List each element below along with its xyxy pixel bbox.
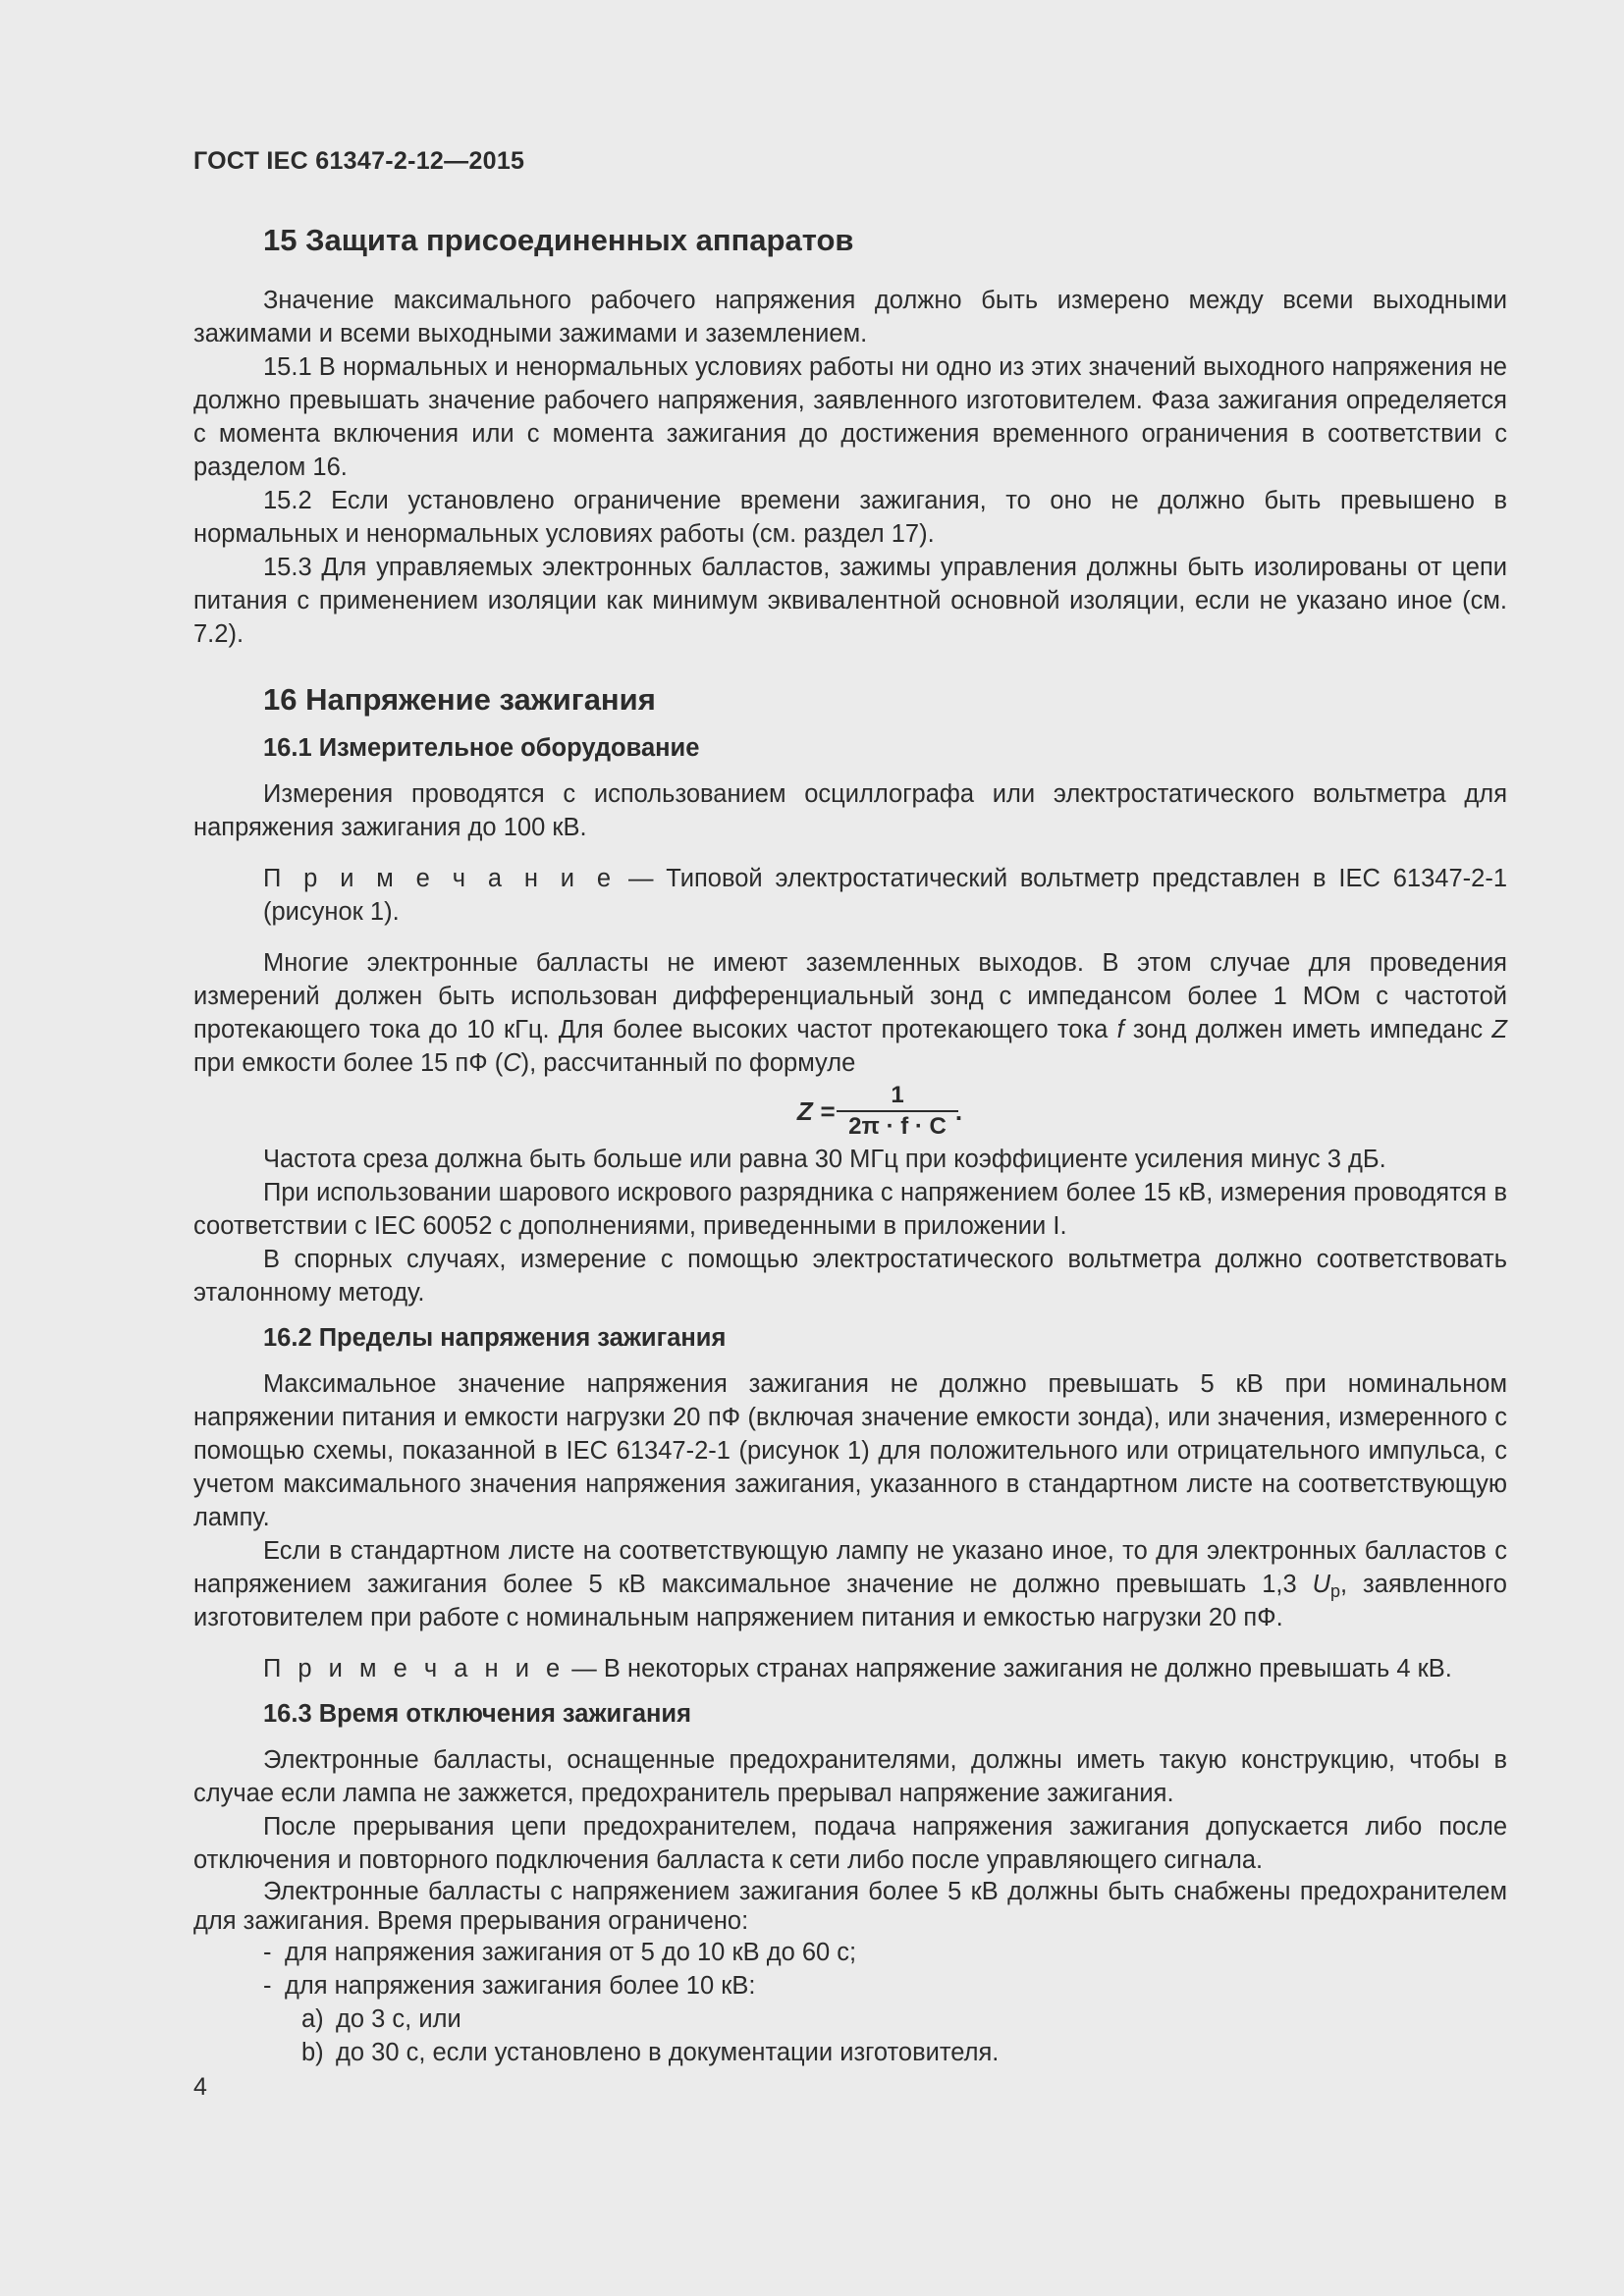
- clause-16-1-paragraph-2: Многие электронные балласты не имеют заземленных выходов. В этом случае для проведения измерений должен быть использован дифференциальный зонд с импедансом более 1 МОм с частотой протекающего тока до 10 кГц. Для более высоких частот протекающего тока f зонд должен иметь импеданс Z при емкости более 15 пФ (C), рассчитанный по формуле: [193, 949, 1507, 1077]
- list-item: - для напряжения зажигания более 10 кВ:: [263, 1972, 756, 2000]
- clause-16-3-paragraph-2: После прерывания цепи предохранителем, подача напряжения зажигания допускается либо после отключения и повторного подключения балласта к сети либо после управляющего сигнала.: [193, 1813, 1507, 1874]
- list-item: - для напряжения зажигания от 5 до 10 кВ до 60 с;: [263, 1939, 857, 1966]
- section-16-title: 16 Напряжение зажигания: [263, 682, 656, 717]
- list-item: b) до 30 с, если установлено в документации изготовителя.: [301, 2039, 1000, 2066]
- clause-15-1: 15.1 В нормальных и ненормальных условиях работы ни одно из этих значений выходного напряжения не должно превышать значение рабочего напряжения, заявленного изготовителем. Фаза зажигания определяется с момента включения или с момента зажигания до достижения временного ограничения в соответствии с разделом 16.: [193, 353, 1507, 481]
- clause-15-2: 15.2 Если установлено ограничение времени зажигания, то оно не должно быть превышено в нормальных и ненормальных условиях работы (см. раздел 17).: [193, 487, 1507, 548]
- page-number: 4: [193, 2073, 207, 2101]
- clause-16-1-paragraph-5: В спорных случаях, измерение с помощью электростатического вольтметра должно соответствовать эталонному методу.: [193, 1246, 1507, 1307]
- document-body: [193, 221, 1507, 2069]
- clause-16-3-title: 16.3 Время отключения зажигания: [263, 1700, 691, 1728]
- list-item: a) до 3 с, или: [301, 2005, 461, 2033]
- clause-16-2-paragraph-2: Если в стандартном листе на соответствующую лампу не указано иное, то для электронных балластов с напряжением зажигания более 5 кВ максимальное значение не должно превышать 1,3 $U_p$, заявленного изготовителем при работе с номинальным напряжением питания и емкостью нагрузки 20 пФ.: [193, 1537, 1507, 1631]
- clause-16-3-paragraph-3: Электронные балласты с напряжением зажигания более 5 кВ должны быть снабжены предохранителем для зажигания. Время прерывания ограничено:: [193, 1878, 1507, 1935]
- clause-16-2-paragraph-1: Максимальное значение напряжения зажигания не должно превышать 5 кВ при номинальном напряжении питания и емкости нагрузки 20 пФ (включая значение емкости зонда), или значения, измеренного с помощью схемы, показанной в IEC 61347-2-1 (рисунок 1) для положительного или отрицательного импульса, с учетом максимального значения напряжения зажигания, указанного в стандартном листе на соответствующую лампу.: [193, 1370, 1507, 1531]
- clause-16-1-paragraph-1: Измерения проводятся с использованием осциллографа или электростатического вольтметра для напряжения зажигания до 100 кВ.: [193, 780, 1507, 841]
- document-header: ГОСТ IEC 61347-2-12—2015: [193, 147, 525, 175]
- note-text: — В некоторых странах напряжение зажигания не должно превышать 4 кВ.: [565, 1655, 1452, 1682]
- section-15-intro: Значение максимального рабочего напряжения должно быть измерено между всеми выходными зажимами и всеми выходными зажимами и заземлением.: [193, 287, 1507, 347]
- formula-fraction: [842, 1082, 952, 1141]
- impedance-formula: [193, 1080, 1507, 1143]
- formula-numerator: 1: [837, 1082, 958, 1112]
- note-label: П р и м е ч а н и е: [263, 865, 617, 892]
- clause-16-1-paragraph-4: При использовании шарового искрового разрядника с напряжением более 15 кВ, измерения проводятся в соответствии с IEC 60052 с дополнениями, приведенными в приложении I.: [193, 1179, 1507, 1240]
- clause-15-3: 15.3 Для управляемых электронных балластов, зажимы управления должны быть изолированы от цепи питания с применением изоляции как минимум эквивалентной основной изоляции, если не указано иное (см. 7.2).: [193, 554, 1507, 648]
- clause-16-2-title: 16.2 Пределы напряжения зажигания: [263, 1324, 727, 1352]
- formula-lhs: Z =: [796, 1095, 836, 1126]
- clause-16-1-note: [193, 862, 1507, 929]
- section-15-title: 15 Защита присоединенных аппаратов: [263, 223, 854, 257]
- clause-16-3-paragraph-1: Электронные балласты, оснащенные предохранителями, должны иметь такую конструкцию, чтобы в случае если лампа не зажжется, предохранитель прерывал напряжение зажигания.: [193, 1746, 1507, 1807]
- formula-period: .: [954, 1095, 963, 1126]
- clause-16-1-title: 16.1 Измерительное оборудование: [263, 734, 700, 762]
- clause-16-2-note: [193, 1652, 1507, 1685]
- note-label: П р и м е ч а н и е: [263, 1655, 566, 1682]
- formula-denominator: 2π · f · C: [848, 1113, 947, 1140]
- clause-16-1-paragraph-3: Частота среза должна быть больше или равна 30 МГц при коэффициенте усиления минус 3 дБ.: [263, 1146, 1386, 1173]
- note-text: — Типовой электростатический вольтметр представлен в IEC 61347-2-1 (рисунок 1).: [263, 865, 1507, 926]
